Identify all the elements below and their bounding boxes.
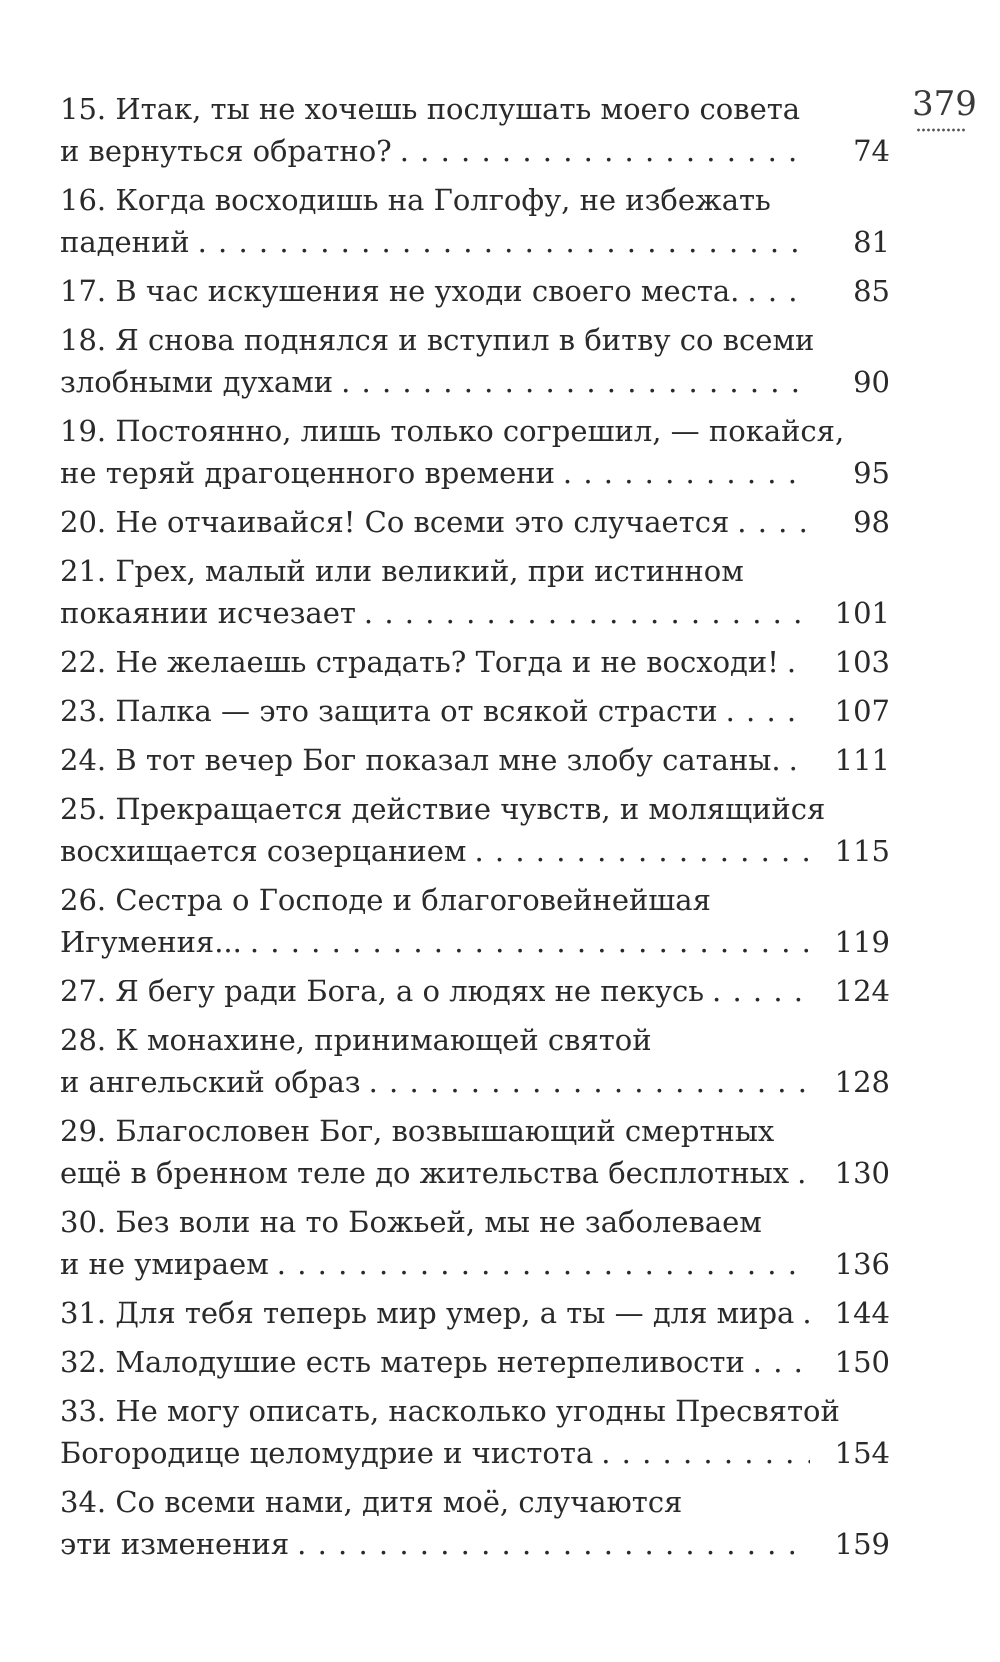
toc-entry [60,641,890,683]
toc-entry-line [60,641,890,683]
toc-entry-line [60,690,890,732]
dot-leader [474,830,810,872]
toc-entry-title: и вернуться обратно? [60,134,392,168]
toc-entry-title: 27. Я бегу ради Бога, а о людях не пекусь [60,974,705,1008]
dot-leader [726,690,810,732]
toc-entry-title: Богородице целомудрие и чистота [60,1436,594,1470]
toc-entry-title: 22. Не желаешь страдать? Тогда и не восходи! [60,645,779,679]
toc-entry-page: 107 [834,694,890,728]
toc-entry-page: 144 [834,1296,890,1330]
toc-entry [60,1292,890,1334]
dot-leader [789,739,810,781]
toc-entry-title: не теряй драгоценного времени [60,456,555,490]
toc-entry-title: и ангельский образ [60,1065,361,1099]
toc-entry-title: 18. Я снова поднялся и вступил в битву со всеми [60,323,815,357]
toc-entry-page: 85 [853,274,890,308]
toc-entry [60,1201,890,1285]
dot-leader [297,1523,810,1565]
toc-entry-page: 81 [853,225,890,259]
toc-entry-line [60,410,890,452]
toc-entry-title: 31. Для тебя теперь мир умер, а ты — для мира [60,1296,795,1330]
dot-leader [563,452,810,494]
toc-entry-page: 154 [834,1436,890,1470]
dot-leader [737,501,810,543]
toc-entry-line [60,452,890,494]
toc-entry-line [60,1243,890,1285]
toc-entry-title: 34. Со всеми нами, дитя моё, случаются [60,1485,683,1519]
toc-entry-title: 33. Не могу описать, насколько угодны Пресвятой [60,1394,840,1428]
toc-entry-title: и не умираем [60,1247,269,1281]
toc-entry [60,1110,890,1194]
toc-entry-line [60,501,890,543]
dot-leader [753,1341,810,1383]
toc-entry [60,410,890,494]
toc-entry [60,319,890,403]
toc-entry-line [60,1110,890,1152]
toc-entry [60,88,890,172]
toc-entry [60,1019,890,1103]
toc-entry-line [60,1152,890,1194]
toc-entry-title: 25. Прекращается действие чувств, и молящийся [60,792,826,826]
toc-entry-title: 20. Не отчаивайся! Со всеми это случается [60,505,730,539]
toc-entry-page: 136 [834,1247,890,1281]
toc-entry-line [60,179,890,221]
dot-leader [787,641,810,683]
toc-entry-page: 130 [834,1156,890,1190]
toc-entry-title: восхищается созерцанием [60,834,467,868]
toc-entry-line [60,1019,890,1061]
toc-entry-page: 159 [834,1527,890,1561]
dot-leader [250,921,810,963]
toc-entry [60,1341,890,1383]
table-of-contents [60,88,890,1572]
toc-entry-line [60,1061,890,1103]
toc-entry-title: 32. Малодушие есть матерь нетерпеливости [60,1345,745,1379]
toc-entry-page: 90 [853,365,890,399]
toc-entry-page: 101 [834,596,890,630]
toc-entry-title: Игумения... [60,925,242,959]
toc-entry-title: 28. К монахине, принимающей святой [60,1023,652,1057]
toc-entry [60,270,890,312]
toc-entry-line [60,830,890,872]
toc-entry-page: 124 [834,974,890,1008]
toc-entry-line [60,879,890,921]
toc-entry [60,1481,890,1565]
toc-entry [60,550,890,634]
toc-entry-line [60,739,890,781]
toc-entry-line [60,270,890,312]
toc-entry-title: 30. Без воли на то Божьей, мы не заболеваем [60,1205,762,1239]
toc-entry [60,970,890,1012]
toc-entry-line [60,1341,890,1383]
toc-entry [60,690,890,732]
toc-entry-title: 17. В час искушения не уходи своего места. [60,274,740,308]
toc-entry-line [60,1481,890,1523]
toc-entry-page: 150 [834,1345,890,1379]
toc-entry-page: 128 [834,1065,890,1099]
toc-entry-line [60,319,890,361]
toc-entry-title: 24. В тот вечер Бог показал мне злобу сатаны. [60,743,781,777]
dot-leader [712,970,810,1012]
toc-entry-line [60,361,890,403]
dot-leader [747,270,810,312]
toc-entry-line [60,788,890,830]
toc-entry-page: 98 [853,505,890,539]
toc-entry-line [60,130,890,172]
toc-entry-title: эти изменения [60,1527,290,1561]
toc-entry-page: 74 [853,134,890,168]
dot-leader [601,1432,810,1474]
dot-leader [797,1152,810,1194]
toc-entry-page: 103 [834,645,890,679]
toc-entry-title: ещё в бренном теле до жительства бесплотных [60,1156,790,1190]
toc-entry-line [60,921,890,963]
toc-entry-line [60,88,890,130]
toc-entry-line [60,1523,890,1565]
toc-entry-line [60,1201,890,1243]
toc-entry-title: 21. Грех, малый или великий, при истинном [60,554,744,588]
toc-entry [60,501,890,543]
toc-entry [60,1390,890,1474]
dot-leader [277,1243,810,1285]
toc-entry [60,879,890,963]
dot-leader [198,221,810,263]
toc-entry-title: 26. Сестра о Господе и благоговейнейшая [60,883,711,917]
toc-entry-page: 119 [834,925,890,959]
toc-entry-page: 111 [834,743,890,777]
dot-leader [400,130,810,172]
toc-entry-line [60,1390,890,1432]
toc-entry-title: падений [60,225,190,259]
toc-entry [60,179,890,263]
toc-entry-line [60,1292,890,1334]
page-number-ornament [916,127,966,133]
toc-entry-title: 19. Постоянно, лишь только согрешил, — покайся, [60,414,845,448]
toc-entry-line [60,1432,890,1474]
toc-entry-title: 15. Итак, ты не хочешь послушать моего совета [60,92,801,126]
toc-entry-title: 29. Благословен Бог, возвышающий смертных [60,1114,775,1148]
dot-leader [369,1061,810,1103]
toc-entry-title: 23. Палка — это защита от всякой страсти [60,694,718,728]
toc-entry [60,739,890,781]
toc-entry-line [60,550,890,592]
toc-entry-title: 16. Когда восходишь на Голгофу, не избежать [60,183,771,217]
toc-entry-page: 95 [853,456,890,490]
toc-entry-page: 115 [834,834,890,868]
toc-entry-line [60,970,890,1012]
toc-entry-title: покаянии исчезает [60,596,356,630]
toc-entry-line [60,221,890,263]
toc-entry-line [60,592,890,634]
dot-leader [802,1292,810,1334]
page-number: 379 [912,84,977,124]
dot-leader [364,592,810,634]
toc-entry-title: злобными духами [60,365,334,399]
dot-leader [341,361,810,403]
toc-entry [60,788,890,872]
